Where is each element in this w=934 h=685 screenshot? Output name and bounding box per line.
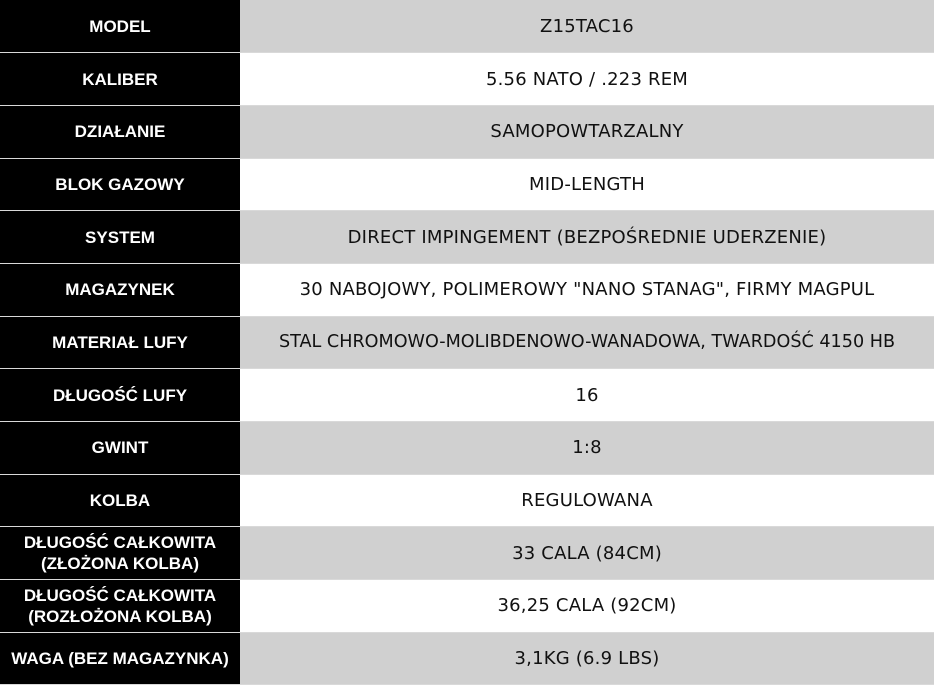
spec-value: MID-LENGTH — [240, 158, 934, 211]
spec-label: MATERIAŁ LUFY — [0, 316, 240, 369]
spec-label: DŁUGOŚĆ LUFY — [0, 369, 240, 422]
spec-row-dlugosc-calkowita-rozlozona — [0, 580, 934, 633]
spec-label: DZIAŁANIE — [0, 105, 240, 158]
spec-value: 36,25 CALA (92CM) — [240, 580, 934, 633]
spec-value: 33 CALA (84CM) — [240, 527, 934, 580]
spec-row-waga — [0, 632, 934, 685]
spec-row-kolba — [0, 474, 934, 527]
spec-label: BLOK GAZOWY — [0, 158, 240, 211]
spec-label: SYSTEM — [0, 211, 240, 264]
spec-value: 1:8 — [240, 422, 934, 475]
spec-label: WAGA (BEZ MAGAZYNKA) — [0, 632, 240, 685]
spec-value: 3,1KG (6.9 LBS) — [240, 632, 934, 685]
spec-label: KALIBER — [0, 53, 240, 106]
spec-row-gwint — [0, 422, 934, 475]
spec-row-dzialanie — [0, 105, 934, 158]
spec-value: 30 NABOJOWY, POLIMEROWY "NANO STANAG", FIRMY MAGPUL — [240, 263, 934, 316]
spec-value: REGULOWANA — [240, 474, 934, 527]
spec-value: 5.56 NATO / .223 REM — [240, 53, 934, 106]
spec-value: DIRECT IMPINGEMENT (BEZPOŚREDNIE UDERZENIE) — [240, 211, 934, 264]
spec-label: MODEL — [0, 0, 240, 53]
spec-label: DŁUGOŚĆ CAŁKOWITA (ZŁOŻONA KOLBA) — [0, 527, 240, 580]
spec-row-magazynek — [0, 263, 934, 316]
spec-label: DŁUGOŚĆ CAŁKOWITA (ROZŁOŻONA KOLBA) — [0, 580, 240, 633]
spec-row-dlugosc-lufy — [0, 369, 934, 422]
spec-value: Z15TAC16 — [240, 0, 934, 53]
spec-value: SAMOPOWTARZALNY — [240, 105, 934, 158]
spec-row-system — [0, 211, 934, 264]
spec-label: MAGAZYNEK — [0, 263, 240, 316]
spec-row-model — [0, 0, 934, 53]
spec-label: GWINT — [0, 422, 240, 475]
spec-value: 16 — [240, 369, 934, 422]
spec-row-dlugosc-calkowita-zlozona — [0, 527, 934, 580]
spec-row-blok-gazowy — [0, 158, 934, 211]
spec-row-material-lufy — [0, 316, 934, 369]
spec-row-kaliber — [0, 53, 934, 106]
spec-value: STAL CHROMOWO-MOLIBDENOWO-WANADOWA, TWARDOŚĆ 4150 HB — [240, 316, 934, 369]
spec-label: KOLBA — [0, 474, 240, 527]
